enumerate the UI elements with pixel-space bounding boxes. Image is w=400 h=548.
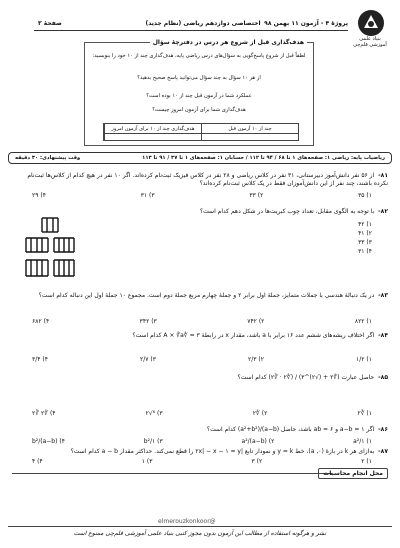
question-number: ۸۵- [378,374,388,381]
question-84-options [32,356,372,363]
watermark-text: @elmerouzkonkoor [158,518,216,525]
question-text: به‌ازای هر k در بازهٔ (۰, a)، خط y = k و نمودار تابع |۲x| − x − ۱ = y را قطع نمی‌کند. حداکثر مقدار a − b کدام است؟ [70,448,375,455]
option-1[interactable]: ۱) ۸۲۲ [354,318,372,325]
option-2[interactable]: ۲) ۳۳ [249,192,264,199]
option-2[interactable]: ۲) (a−b)/a² [241,438,275,445]
question-number: ۸۶- [378,426,388,433]
calc-area-title: محل انجام محاسبات [318,468,388,479]
goal-title: هدف‌گذاری قبل از شروع هر درس در دفترچهٔ سؤال [150,39,307,46]
question-86 [12,426,388,434]
goal-table-header-today: هدف‌گذاری چند از ۱۰ برای آزمون امروز [104,124,201,140]
question-text: از ۵۶ نفر دانش‌آموز دبیرستانی، ۳۱ نفر در کلاس ریاضی و ۲۸ نفر در کلاس فیزیک ثبت‌نام کرده‌اند. اگر ۱۰ نفر در هیچ کدام از کلاس‌ها ثبت‌نام نکرده باشند، چند نفر از این دانش‌آموزان فقط در یک کلاس ثبت‌نام کرده‌اند؟ [27,172,388,187]
exam-page [8,6,392,542]
goal-line-3: عملکرد شما در آزمون قبل چند از ۱۰ بوده است؟ [146,93,252,99]
question-number: ۸۷- [378,448,388,455]
copyright-footer: نشر و هرگونه استفاده از مطالب این آزمون بدون مجوز کتبی بنیاد علمی آموزشی قلم‌چی ممنوع است [8,526,392,540]
option-4[interactable]: ۴) ۶۸۲ [32,318,50,325]
question-85 [12,374,388,382]
page-number: صفحهٔ ۳ [38,20,62,27]
goal-table-header-prev: چند از ۱۰ آزمون قبل [201,124,298,140]
option-2[interactable]: ۲) ۷۴۲ [247,318,265,325]
question-number: ۸۴- [378,332,388,339]
option-1[interactable]: ۱) ۲ [361,458,372,465]
option-4[interactable]: ۴) (a−b)/b² [32,438,65,445]
goal-table [103,123,299,141]
brand-name: بنیاد علمی آموزشی قلم‌چی [353,36,387,48]
goal-line-4: هدف‌گذاری شما برای آزمون امروز چیست؟ [152,107,246,113]
question-87-options [32,458,372,465]
subject-text: ریاضیات پایه: ریاضی ۱: صفحه‌های ۱ تا ۶۸ / ۹۴ تا ۱۱۲ / حسابان ۱: صفحه‌های ۱ تا ۳۷ / ۹۱ تا ۱۱۳ [142,155,385,161]
option-1[interactable]: ۱) ۴۲ [358,221,372,228]
option-1[interactable]: ۱) ۱/a² [353,438,372,445]
question-number: ۸۲- [378,208,388,215]
question-85-options [32,410,372,417]
goal-setting-box [84,39,314,146]
question-text: اگر a−b = ۱ و ab = ۶ باشد، حاصل (a−b)/(a²+b²) کدام است؟ [206,426,375,433]
goal-line-2: از هر ۱۰ سؤال به چند سؤال می‌توانید پاسخ صحیح بدهید؟ [137,75,261,81]
question-82 [88,208,388,216]
option-4[interactable]: ۴) ۳۱ [358,248,372,255]
question-87 [12,448,388,456]
option-3[interactable]: ۳) ۲/۷ [140,356,156,363]
question-83-options [32,318,372,325]
option-2[interactable]: ۲) ۴۱ [358,230,372,237]
suggested-time: وقت پیشنهادی: ۳۰ دقیقه [15,155,81,161]
question-84 [12,332,388,340]
option-1[interactable]: ۱) ۳۵ [358,192,372,199]
question-81-options [32,192,372,199]
question-text: با توجه به الگوی مقابل، تعداد چوب کبریت‌ها در شکل دهم کدام است؟ [199,208,375,215]
option-3[interactable]: ۳) ۳۱ [140,192,155,199]
exam-subtitle: اختصاصی دوازدهم ریاضی (نظام جدید) [145,20,261,27]
option-4[interactable]: ۴) ۲۹ [32,192,46,199]
question-86-options [32,438,372,445]
option-3[interactable]: ۳) ⁶√۲ [145,410,163,417]
header-divider [34,30,348,31]
option-2[interactable]: ۲) ∜۲ [252,410,268,417]
option-2[interactable]: ۲) ۲/۳ [248,356,264,363]
exam-title: پروژهٔ ۴ - آزمون ۱۱ بهمن ۹۸ [264,20,348,27]
calc-area-divider [12,473,332,474]
goal-table-input-row[interactable] [104,133,298,134]
question-number: ۸۳- [378,292,388,299]
option-4[interactable]: ۴) ۳/۴ [32,356,48,363]
option-2[interactable]: ۲) ۳ [251,458,263,465]
kanoon-logo-icon [356,8,386,38]
question-82-options [358,220,372,256]
option-3[interactable]: ۳) ۱ [141,458,153,465]
question-number: ۸۱- [378,172,388,179]
option-3[interactable]: ۳) ۳۳ [358,239,372,246]
option-4[interactable]: ۴) ∜۲ ∛۲ [32,410,56,417]
question-text: در یک دنبالهٔ هندسی با جملات متمایز، جملهٔ اول برابر ۲ و جملهٔ چهارم مربع جملهٔ دوم است. مجموع ۱۰ جملهٔ اول این دنباله کدام است؟ [38,292,375,299]
matchstick-pattern-figure [20,216,80,282]
option-1[interactable]: ۱) ∛۲ [357,410,372,417]
option-1[interactable]: ۱) ۱/۲ [356,356,372,363]
option-3[interactable]: ۳) ۱/b² [143,438,163,445]
goal-line-1: لطفاً قبل از شروع پاسخ‌گویی به سؤال‌های درس ریاضی پایه، هدف‌گذاری چند از ۱۰ خود را بنویسید: [92,53,306,59]
question-text: اگر اختلاف ریشه‌های ششم عدد ۱۶ برابر با a باشد، مقدار x در رابطهٔ ۳ = ∜A × ∜a کدام است؟ [132,332,375,339]
question-81 [12,172,388,188]
option-4[interactable]: ۴) ۴ [32,458,43,465]
question-text: حاصل عبارت (∜۲ + (√۲)^۳) / (∜۲ · ∛۲) کدام است؟ [237,374,375,381]
question-83 [12,292,388,300]
subject-bar [8,152,392,164]
option-3[interactable]: ۳) ۳۴۲ [139,318,157,325]
